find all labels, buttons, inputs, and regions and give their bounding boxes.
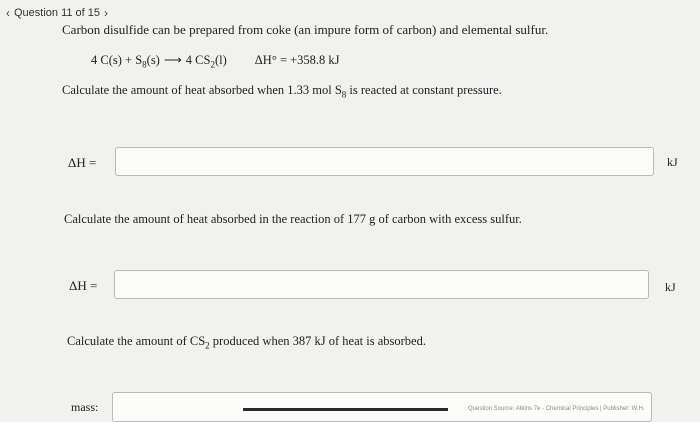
question-2-unit: kJ [665, 280, 676, 294]
problem-intro: Carbon disulfide can be prepared from coke (an impure form of carbon) and elemental sulfur. [62, 22, 549, 37]
reaction-equation [91, 52, 340, 70]
enthalpy-value: ΔH° = +358.8 kJ [254, 53, 340, 67]
chevron-left-icon[interactable]: ‹ [6, 6, 10, 20]
question-1-text: Calculate the amount of heat absorbed when 1.33 mol $S_8$ is reacted at constant pressure. [62, 83, 502, 100]
question-1-unit: kJ [667, 155, 678, 169]
chevron-right-icon[interactable]: › [104, 6, 109, 20]
question-2-answer-input[interactable] [114, 270, 649, 299]
question-2-answer-label: ΔH = [69, 278, 98, 293]
question-1-answer-label: ΔH = [68, 155, 97, 170]
question-1-answer-input[interactable] [115, 147, 654, 176]
equation-product: 4 $CS_2(l)$ [185, 53, 227, 70]
question-3-answer-label: mass: [71, 400, 99, 414]
question-2-text: Calculate the amount of heat absorbed in the reaction of 177 g of carbon with excess sulfur. [64, 212, 522, 226]
question-counter: Question 11 of 15 [14, 7, 101, 19]
question-3-text: Calculate the amount of $CS_2$ produced when 387 kJ of heat is absorbed. [67, 334, 426, 351]
equation-reactant: 4 $C(s) + S_8(s)$ [91, 53, 160, 70]
question-source: Question Source: Atkins 7e - Chemical Principles | Publisher: W.H. [468, 406, 645, 412]
progress-bar [243, 408, 448, 411]
reaction-arrow: ⟶ [163, 53, 182, 67]
